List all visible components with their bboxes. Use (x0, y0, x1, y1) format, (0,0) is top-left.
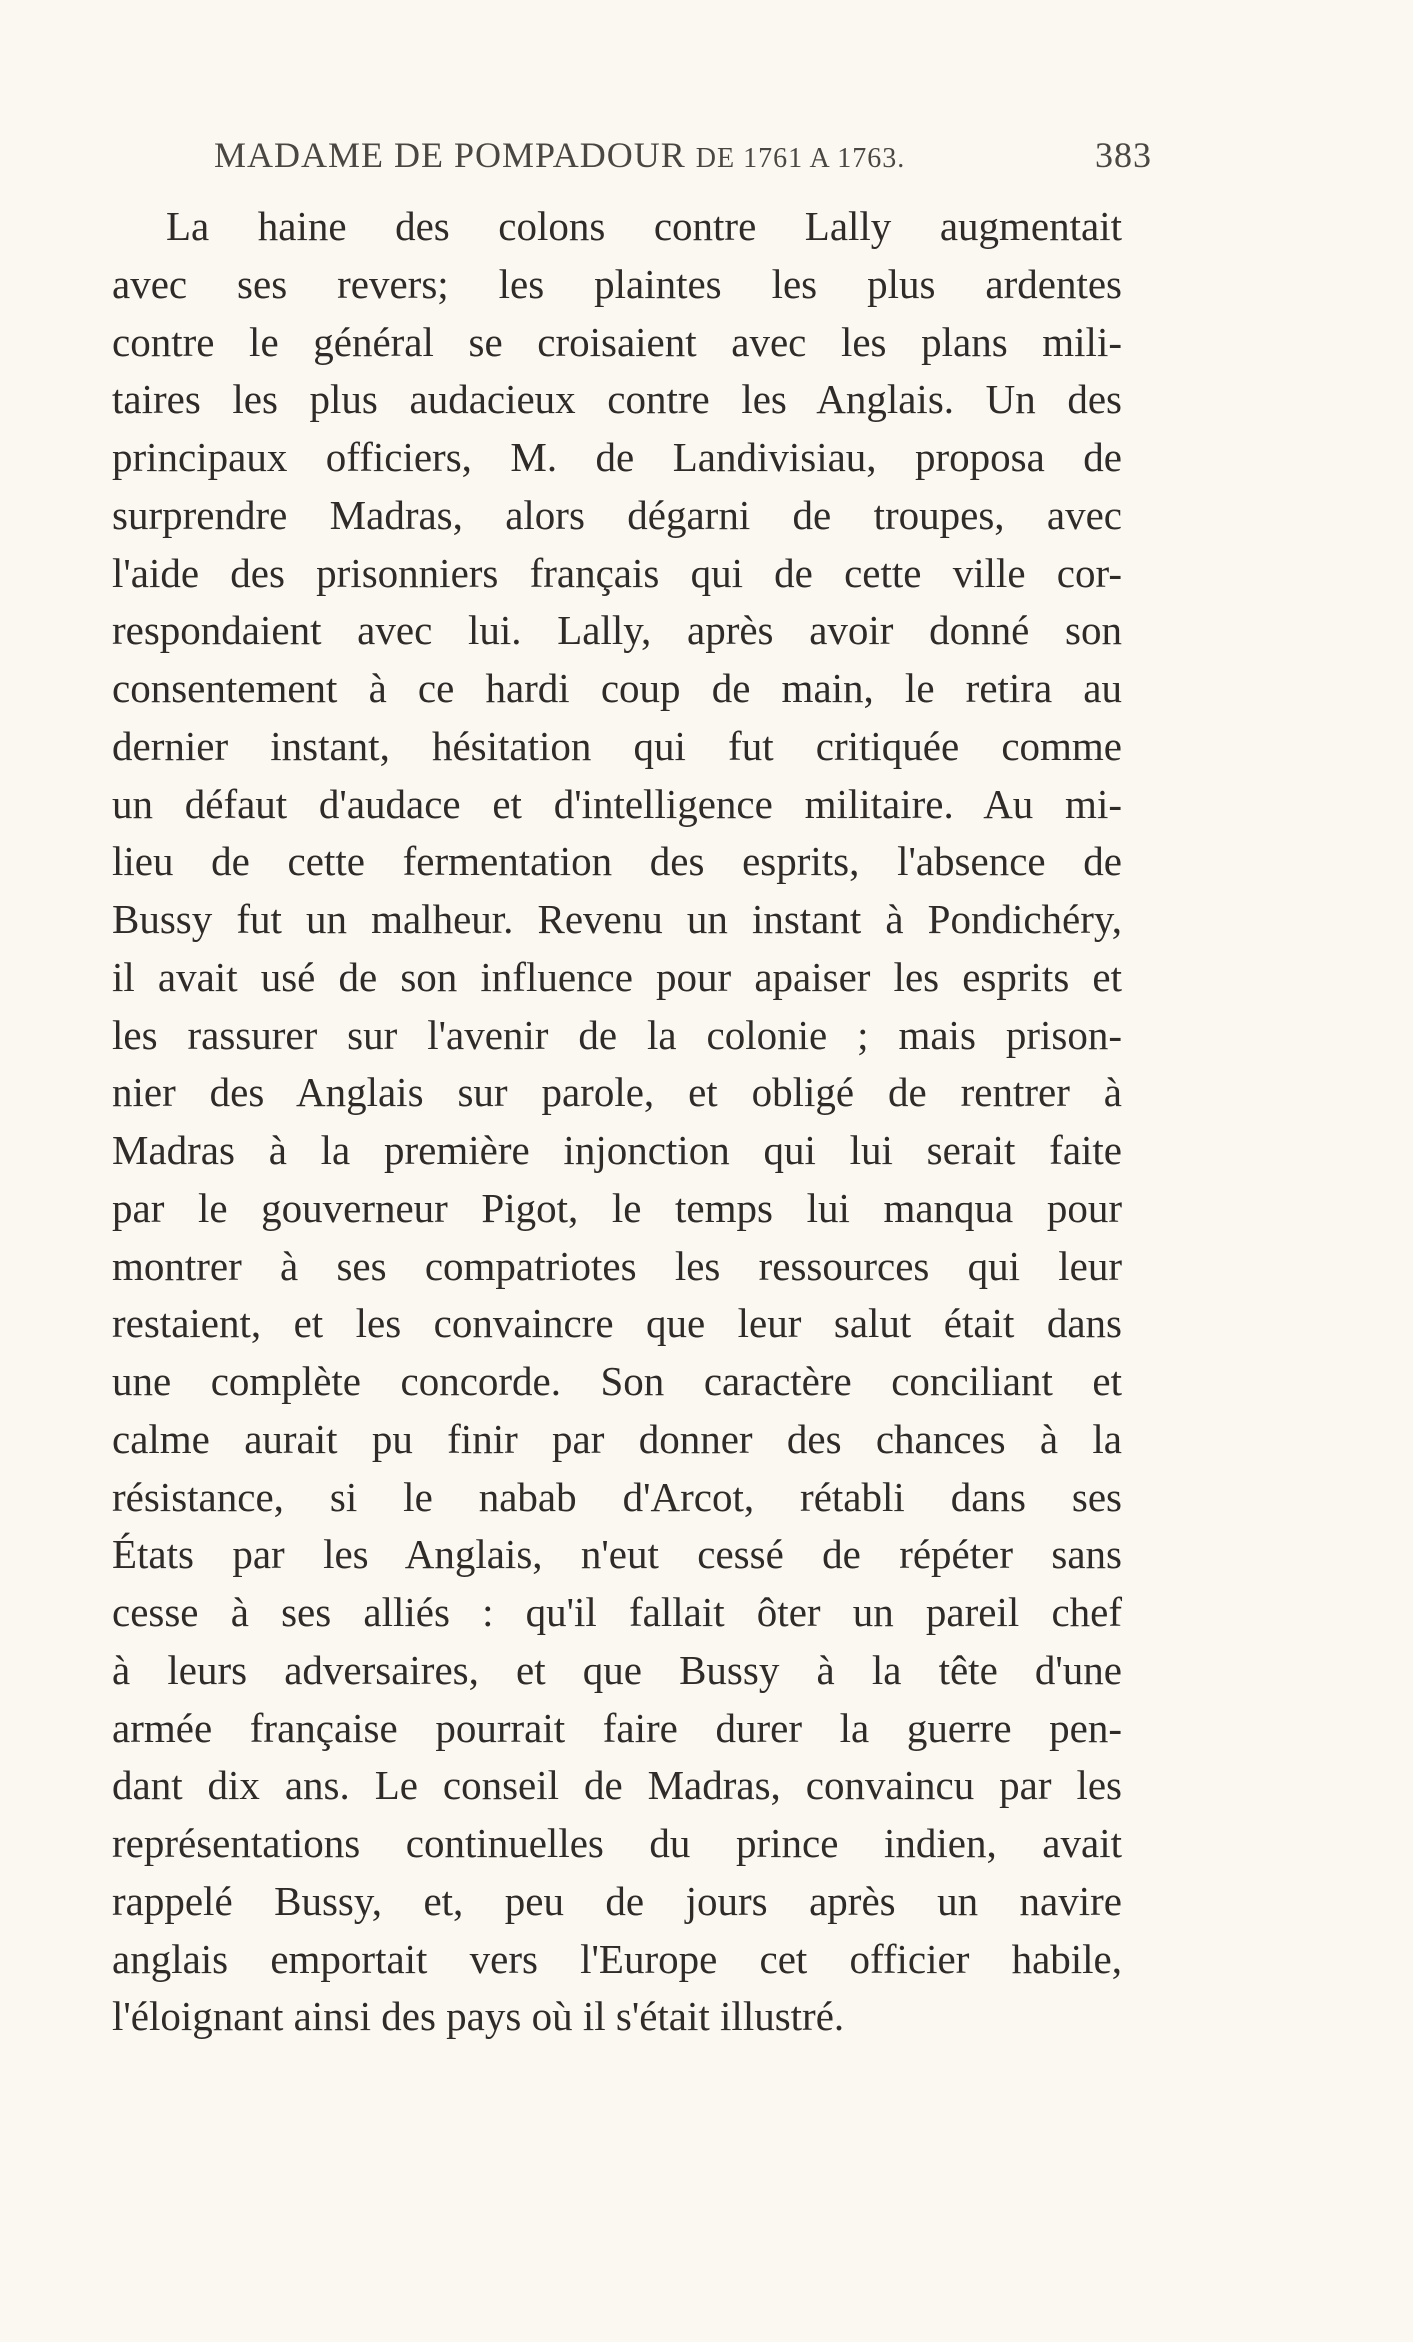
text-line: avec ses revers; les plaintes les plus ardentes (112, 260, 1122, 307)
text-line: anglais emportait vers l'Europe cet officier habile, (112, 1935, 1122, 1982)
running-title-dates: DE 1761 A 1763. (695, 143, 906, 174)
text-line: l'aide des prisonniers français qui de cette ville cor- (112, 549, 1122, 596)
text-line: États par les Anglais, n'eut cessé de répéter sans (112, 1531, 1122, 1578)
text-line: dernier instant, hésitation qui fut critiquée comme (112, 722, 1122, 769)
page-number: 383 (1095, 135, 1152, 175)
text-line: représentations continuelles du prince indien, avait (112, 1820, 1122, 1866)
text-line: par le gouverneur Pigot, le temps lui manqua pour (112, 1184, 1122, 1231)
text-line: dant dix ans. Le conseil de Madras, convaincu par les (112, 1762, 1122, 1809)
text-line: montrer à ses compatriotes les ressources qui leur (112, 1242, 1122, 1289)
running-title-main: MADAME DE POMPADOUR (214, 135, 686, 175)
text-line: résistance, si le nabab d'Arcot, rétabli dans ses (112, 1473, 1122, 1520)
text-line: contre le général se croisaient avec les plans mili- (112, 318, 1122, 365)
running-head (214, 134, 1152, 186)
text-line: consentement à ce hardi coup de main, le retira au (112, 665, 1122, 711)
body-text (112, 198, 1122, 2046)
text-line: armée française pourrait faire durer la guerre pen- (112, 1704, 1122, 1751)
text-line: Bussy fut un malheur. Revenu un instant à Pondichéry, (112, 896, 1122, 942)
text-line: les rassurer sur l'avenir de la colonie ; mais prison- (112, 1011, 1122, 1058)
text-line: il avait usé de son influence pour apaiser les esprits et (112, 953, 1122, 1000)
text-line: restaient, et les convaincre que leur salut était dans (112, 1300, 1122, 1347)
text-line: taires les plus audacieux contre les Anglais. Un des (112, 376, 1122, 423)
text-line: principaux officiers, M. de Landivisiau, proposa de (112, 434, 1122, 480)
running-title (214, 134, 905, 176)
text-line: une complète concorde. Son caractère conciliant et (112, 1358, 1122, 1404)
text-line: La haine des colons contre Lally augmentait (166, 203, 1122, 249)
text-line: à leurs adversaires, et que Bussy à la tête d'une (112, 1646, 1122, 1693)
text-line: un défaut d'audace et d'intelligence militaire. Au mi- (112, 780, 1122, 827)
text-line: cesse à ses alliés : qu'il fallait ôter un pareil chef (112, 1589, 1122, 1635)
text-line: rappelé Bussy, et, peu de jours après un navire (112, 1877, 1122, 1924)
text-line: Madras à la première injonction qui lui serait faite (112, 1127, 1122, 1173)
text-line: nier des Anglais sur parole, et obligé de rentrer à (112, 1069, 1122, 1116)
text-line: lieu de cette fermentation des esprits, l'absence de (112, 838, 1122, 885)
text-line: surprendre Madras, alors dégarni de troupes, avec (112, 491, 1122, 538)
text-line: calme aurait pu finir par donner des chances à la (112, 1415, 1122, 1462)
text-line: l'éloignant ainsi des pays où il s'était illustré. (112, 1993, 845, 2040)
text-line: respondaient avec lui. Lally, après avoir donné son (112, 607, 1122, 654)
